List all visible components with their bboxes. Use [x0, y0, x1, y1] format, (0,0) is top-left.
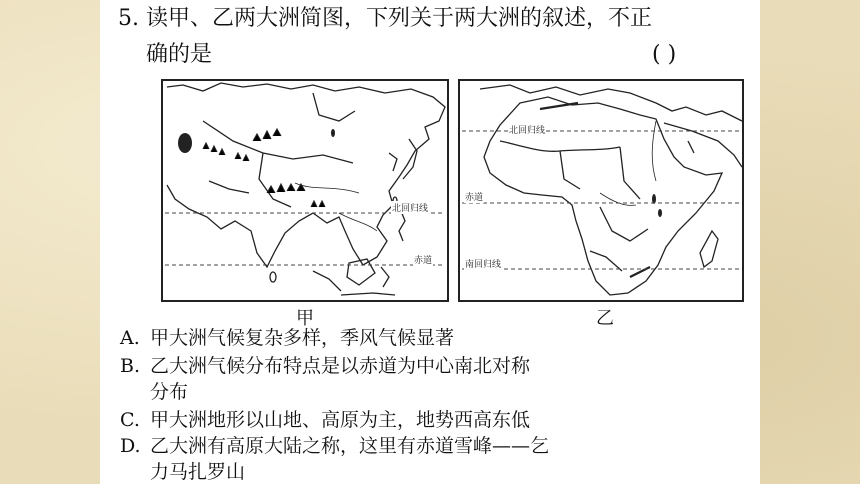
option-a-text: 甲大洲气候复杂多样，季风气候显著	[150, 327, 455, 349]
question-line-2: 确的是	[146, 42, 213, 67]
question-line-1: 读甲、乙两大洲简图，下列关于两大洲的叙述，不正	[146, 6, 653, 31]
option-c-letter: C.	[120, 409, 140, 431]
asia-equator-label: 赤道	[413, 253, 433, 266]
map-africa	[458, 79, 744, 302]
option-c-text: 甲大洲地形以山地、高原为主，地势西高东低	[150, 409, 531, 431]
asia-tropic-cancer-label: 北回归线	[391, 201, 429, 214]
option-b-text-cont: 分布	[150, 381, 189, 403]
map-asia-caption: 甲	[296, 308, 314, 329]
asia-outline-drawing	[163, 81, 447, 300]
option-d-text-cont: 力马扎罗山	[150, 461, 246, 483]
option-a-letter: A.	[120, 327, 140, 349]
answer-bracket: ( )	[652, 42, 677, 67]
africa-tropic-capricorn-label: 南回归线	[464, 257, 502, 270]
option-d-letter: D.	[120, 435, 141, 457]
africa-outline-drawing	[460, 81, 742, 300]
option-d-text: 乙大洲有高原大陆之称，这里有赤道雪峰——乞	[150, 435, 550, 457]
map-asia	[161, 79, 449, 302]
africa-tropic-cancer-label: 北回归线	[508, 123, 546, 136]
option-b-text: 乙大洲气候分布特点是以赤道为中心南北对称	[150, 355, 531, 377]
map-africa-caption: 乙	[596, 308, 614, 329]
question-number: 5.	[118, 6, 139, 31]
option-b-letter: B.	[120, 355, 141, 377]
africa-equator-label: 赤道	[464, 190, 484, 203]
